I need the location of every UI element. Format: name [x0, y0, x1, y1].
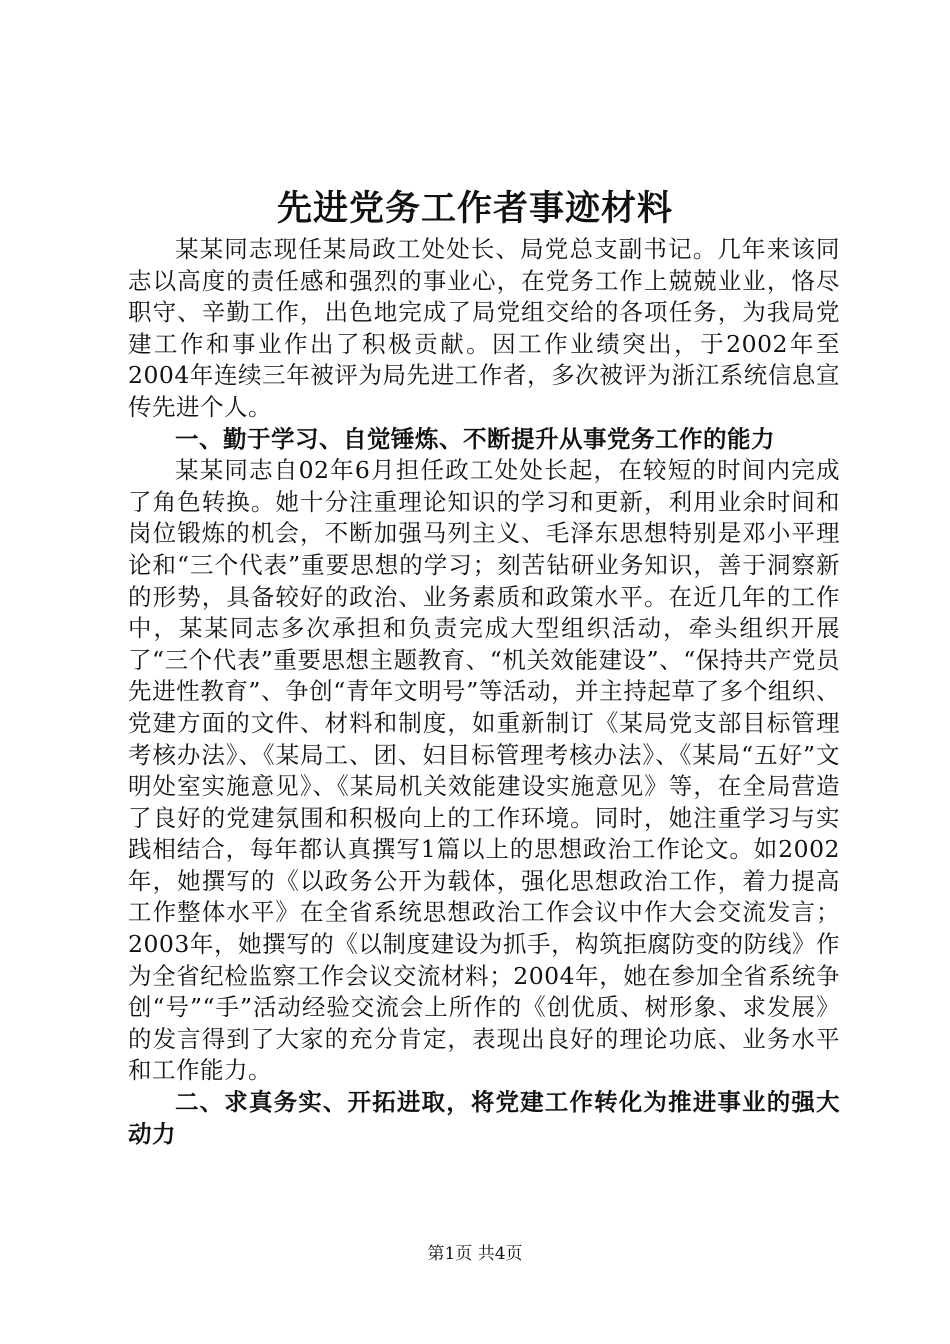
paragraph-intro: 某某同志现任某局政工处处长、局党总支副书记。几年来该同志以高度的责任感和强烈的事业心，在党务工作上兢兢业业，恪尽职守、辛勤工作，出色地完成了局党组交给的各项任务，为我局党建工作和事业作出了积极贡献。因工作业绩突出，于2002年至2004年连续三年被评为局先进工作者，多次被评为浙江系统信息宣传先进个人。	[128, 235, 840, 421]
section-heading-2: 二、求真务实、开拓进取，将党建工作转化为推进事业的强大动力	[128, 1088, 840, 1148]
document-body	[128, 234, 840, 1150]
document-title: 先进党务工作者事迹材料	[276, 188, 673, 229]
section-heading-1: 一、勤于学习、自觉锤炼、不断提升从事党务工作的能力	[175, 424, 775, 453]
paragraph-section-1: 某某同志自02年6月担任政工处处长起，在较短的时间内完成了角色转换。她十分注重理论知识的学习和更新，利用业余时间和岗位锻炼的机会，不断加强马列主义、毛泽东思想特别是邓小平理论和“三个代表”重要思想的学习；刻苦钻研业务知识，善于洞察新的形势，具备较好的政治、业务素质和政策水平。在近几年的工作中，某某同志多次承担和负责完成大型组织活动，牵头组织开展了“三个代表”重要思想主题教育、“机关效能建设”、“保持共产党员先进性教育”、争创“青年文明号”等活动，并主持起草了多个组织、党建方面的文件、材料和制度，如重新制订《某局党支部目标管理考核办法》、《某局工、团、妇目标管理考核办法》、《某局“五好”文明处室实施意见》、《某局机关效能建设实施意见》等，在全局营造了良好的党建氛围和积极向上的工作环境。同时，她注重学习与实践相结合，每年都认真撰写1篇以上的思想政治工作论文。如2002年，她撰写的《以政务公开为载体，强化思想政治工作，着力提高工作整体水平》在全省系统思想政治工作会议中作大会交流发言；2003年，她撰写的《以制度建设为抓手，构筑拒腐防变的防线》作为全省纪检监察工作会议交流材料；2004年，她在参加全省系统争创“号”“手”活动经验交流会上所作的《创优质、树形象、求发展》的发言得到了大家的充分肯定，表现出良好的理论功底、业务水平和工作能力。	[128, 456, 840, 1085]
page-footer: 第1页 共4页	[427, 1244, 523, 1264]
